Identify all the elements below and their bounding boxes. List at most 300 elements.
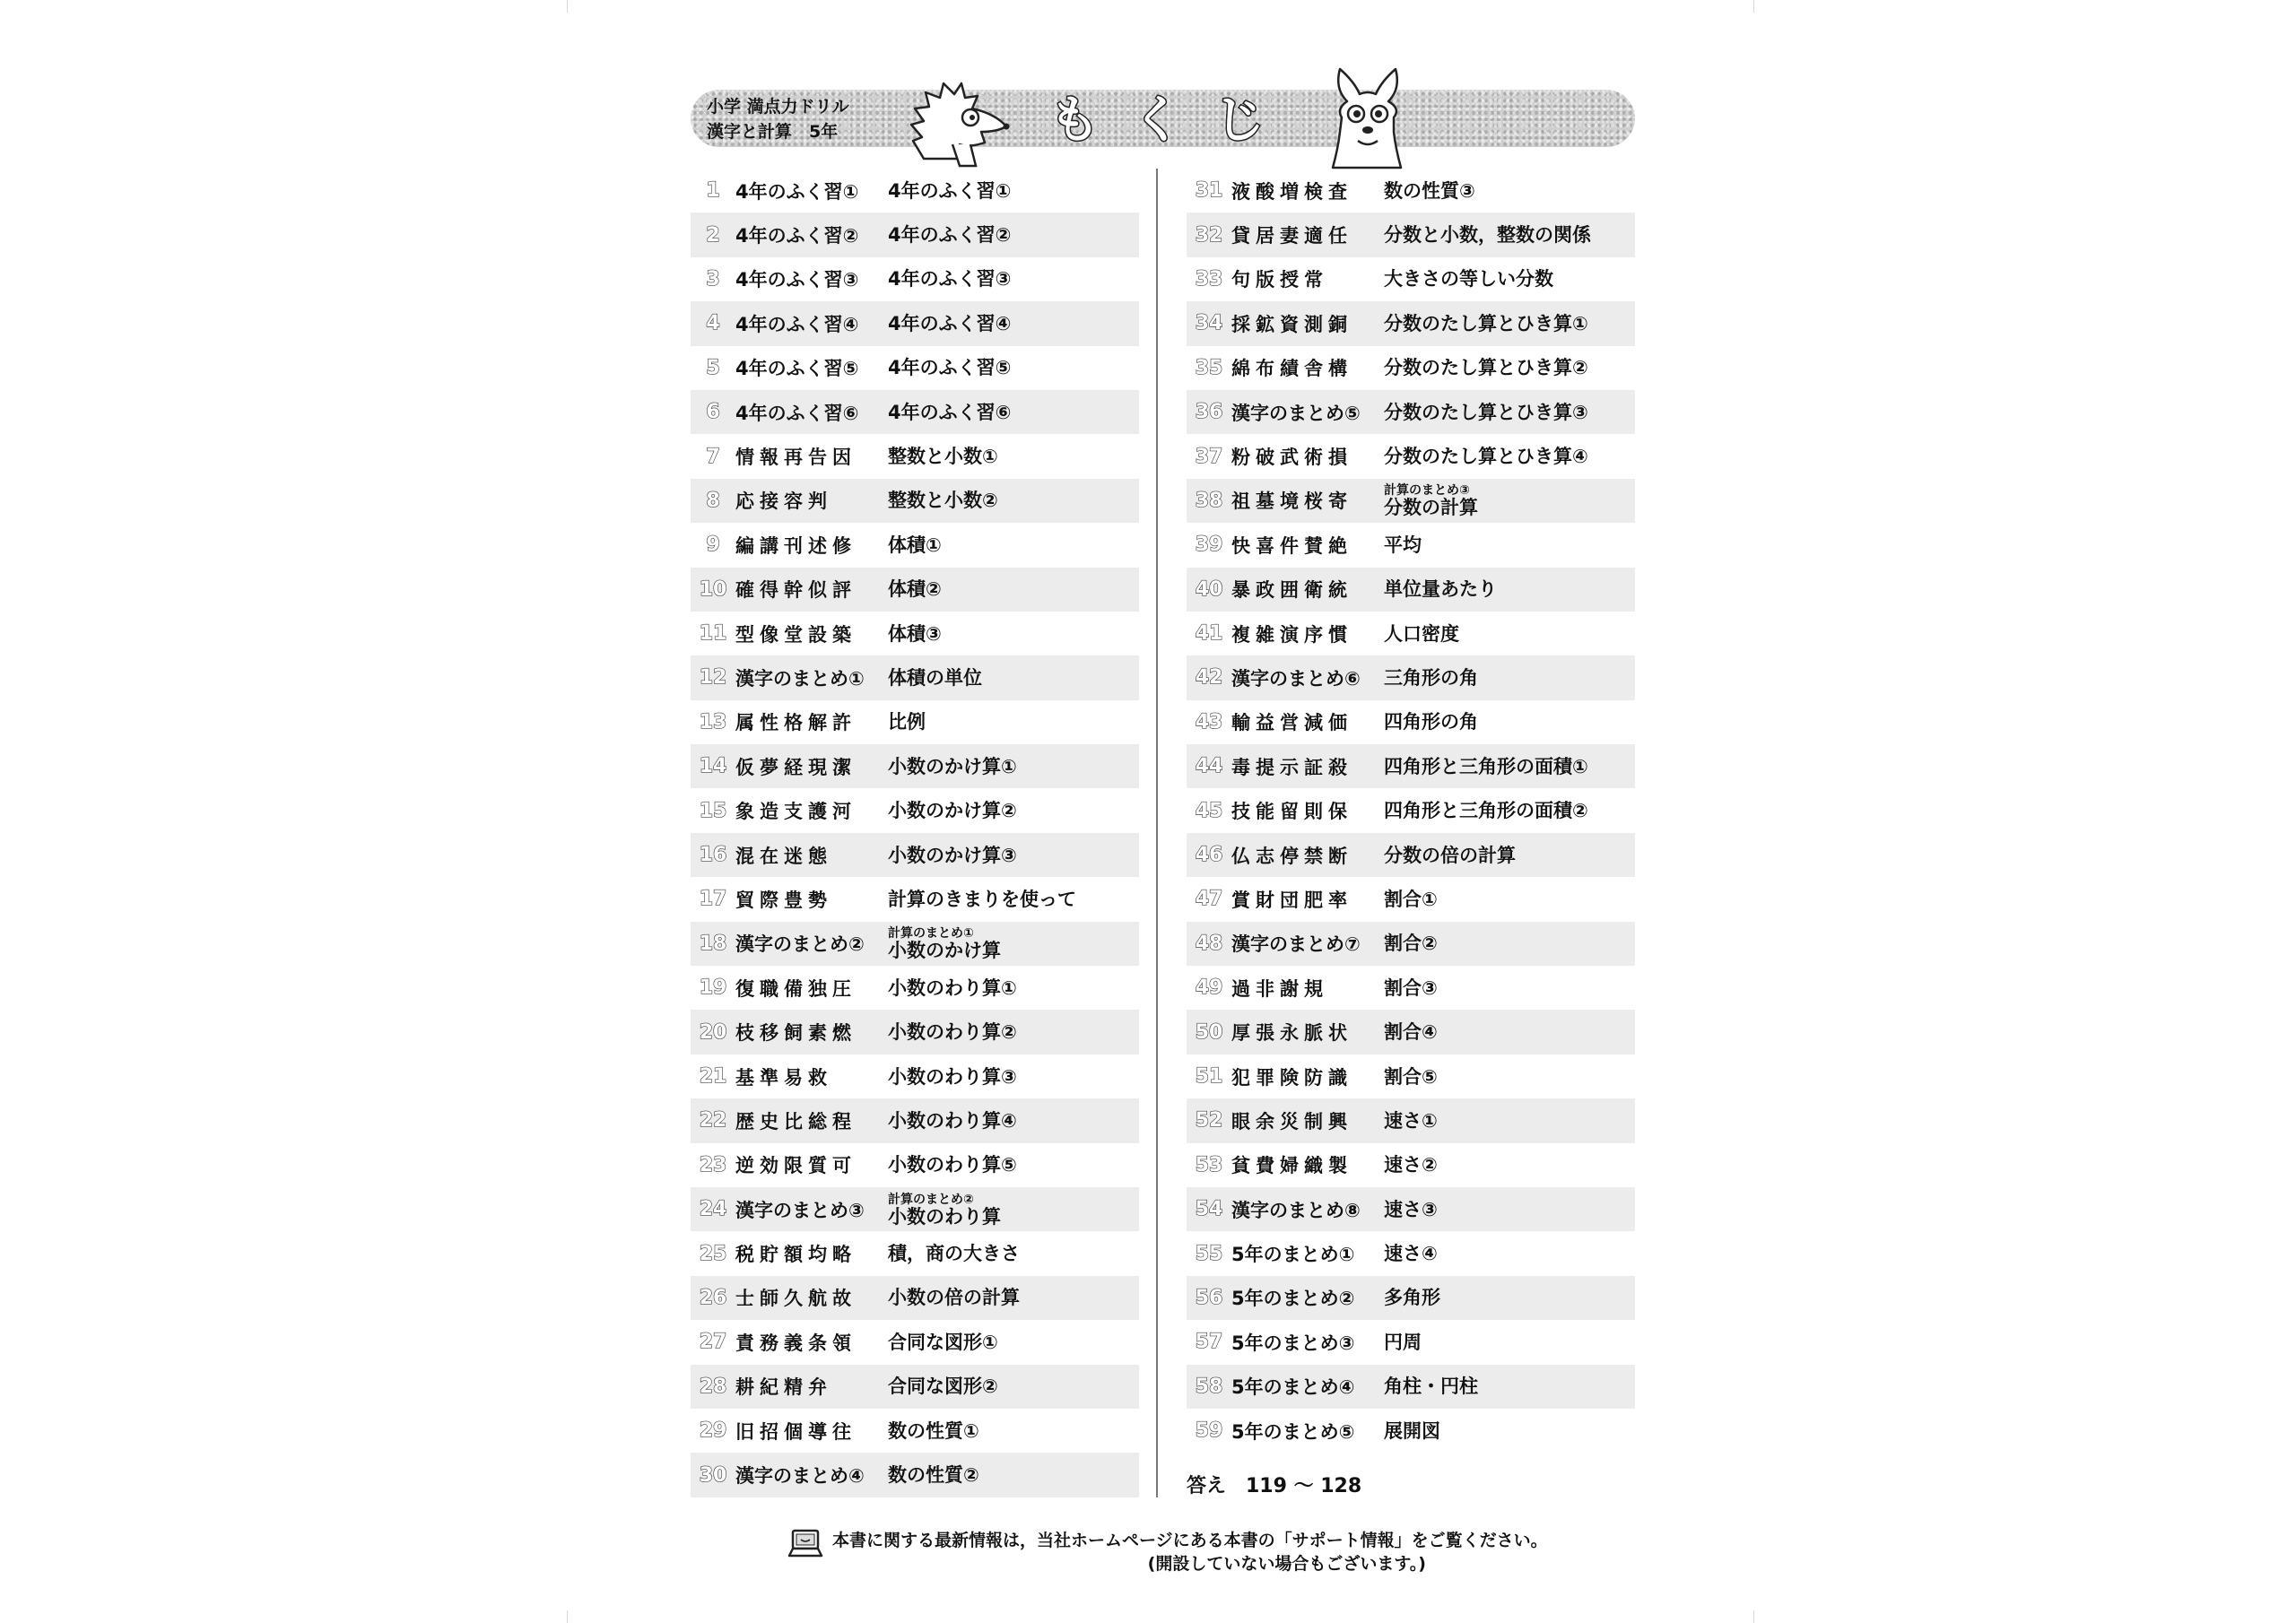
calc-topic-text: 4年のふく習⑤	[888, 357, 1012, 379]
contents-row	[1187, 257, 1635, 301]
lesson-number: 1	[706, 179, 720, 203]
contents-row	[1187, 833, 1635, 877]
calc-summary-label: 計算のまとめ②	[888, 1192, 974, 1207]
calc-topic-text: 分数の計算	[1384, 497, 1478, 519]
contents-row	[1187, 301, 1635, 345]
contents-row	[1187, 1365, 1635, 1409]
lesson-number: 16	[699, 844, 727, 867]
calc-lesson-title	[1384, 1200, 1438, 1219]
lesson-number: 35	[1195, 356, 1223, 379]
calc-lesson-title	[888, 757, 1017, 777]
contents-row	[691, 479, 1139, 523]
calc-summary-label: 計算のまとめ①	[888, 926, 974, 942]
contents-header	[691, 85, 1635, 166]
calc-lesson-title	[888, 490, 998, 510]
calc-lesson-title	[888, 926, 1001, 960]
kanji-lesson-title: 毒提示証殺	[1231, 756, 1352, 778]
calc-topic-text: 体積②	[888, 578, 942, 601]
calc-lesson-title	[1384, 624, 1459, 644]
contents-row	[1187, 922, 1635, 966]
calc-topic-text: 速さ③	[1384, 1198, 1438, 1220]
kanji-lesson-title: 粉破武術損	[1231, 447, 1352, 469]
contents-row	[1187, 877, 1635, 921]
calc-lesson-title	[1384, 757, 1588, 777]
lesson-number: 57	[1195, 1331, 1223, 1354]
kanji-lesson-title: 祖墓境桜寄	[1231, 490, 1352, 513]
calc-lesson-title	[1384, 483, 1478, 517]
lesson-number: 39	[1195, 534, 1223, 557]
calc-lesson-title	[888, 801, 1017, 820]
calc-lesson-title	[1384, 1067, 1438, 1087]
calc-lesson-title	[888, 447, 998, 466]
kanji-lesson-title: 基準易救	[735, 1066, 832, 1089]
crop-mark	[1753, 1610, 1754, 1623]
calc-topic-text: 分数のたし算とひき算①	[1384, 312, 1588, 334]
deer-mascot-icon	[1318, 62, 1417, 169]
kanji-lesson-title: 4年のふく習⑤	[735, 358, 859, 380]
kanji-lesson-title: 型像堂設築	[735, 623, 857, 646]
calc-lesson-title	[1384, 535, 1422, 555]
calc-summary-label: 計算のまとめ③	[1384, 483, 1470, 499]
contents-row	[1187, 1143, 1635, 1187]
kanji-lesson-title: 快喜件賛絶	[1231, 534, 1352, 557]
kanji-lesson-title: 逆効限質可	[735, 1155, 857, 1177]
calc-topic-text: 4年のふく習③	[888, 268, 1012, 291]
calc-topic-text: 4年のふく習④	[888, 312, 1012, 334]
contents-row	[691, 568, 1139, 612]
kanji-lesson-title: 復職備独圧	[735, 977, 857, 1000]
calc-lesson-title	[888, 1022, 1017, 1042]
calc-lesson-title	[888, 579, 942, 599]
contents-row	[1187, 1098, 1635, 1142]
calc-lesson-title	[888, 535, 942, 555]
contents-row	[691, 1409, 1139, 1453]
calc-topic-text: 四角形と三角形の面積①	[1384, 755, 1588, 777]
kanji-lesson-title: 4年のふく習④	[735, 313, 859, 335]
lesson-number: 14	[699, 755, 727, 778]
calc-lesson-title	[1384, 801, 1588, 820]
kanji-lesson-title: 漢字のまとめ⑥	[1231, 667, 1361, 690]
kanji-lesson-title: 象造支護河	[735, 801, 857, 823]
calc-topic-text: 展開図	[1384, 1419, 1440, 1442]
crop-mark	[567, 0, 568, 13]
contents-column-left	[691, 169, 1139, 1497]
contents-row	[1187, 213, 1635, 256]
lesson-number: 10	[699, 577, 727, 601]
lesson-number: 55	[1195, 1242, 1223, 1265]
contents-row	[1187, 346, 1635, 390]
lesson-number: 32	[1195, 223, 1223, 247]
calc-topic-text: 割合②	[1384, 933, 1438, 955]
lesson-number: 20	[699, 1020, 727, 1044]
calc-topic-text: 小数のわり算④	[888, 1109, 1017, 1132]
calc-lesson-title	[1384, 1332, 1422, 1352]
calc-topic-text: 合同な図形①	[888, 1331, 998, 1353]
calc-lesson-title	[1384, 890, 1438, 909]
contents-row	[691, 877, 1139, 921]
computer-icon	[787, 1529, 823, 1558]
kanji-lesson-title: 眼余災制興	[1231, 1110, 1352, 1133]
calc-lesson-title	[1384, 1022, 1438, 1042]
lesson-number: 5	[706, 356, 720, 379]
calc-topic-text: 計算のきまりを使って	[888, 888, 1076, 910]
calc-topic-text: 速さ①	[1384, 1109, 1438, 1132]
calc-lesson-title	[1384, 1111, 1438, 1131]
calc-lesson-title	[888, 890, 1076, 909]
contents-row	[1187, 523, 1635, 567]
calc-topic-text: 数の性質①	[888, 1419, 979, 1442]
lesson-number: 49	[1195, 976, 1223, 1000]
kanji-lesson-title: 句版授常	[1231, 269, 1328, 291]
lesson-number: 3	[706, 267, 720, 291]
calc-lesson-title	[1384, 1155, 1438, 1175]
contents-row	[1187, 169, 1635, 213]
contents-row	[691, 1276, 1139, 1320]
calc-lesson-title	[1384, 1288, 1440, 1307]
kanji-lesson-title: 技能留則保	[1231, 801, 1352, 823]
calc-lesson-title	[888, 403, 1011, 422]
calc-topic-text: 小数のかけ算	[888, 940, 1001, 962]
contents-row	[691, 1143, 1139, 1187]
contents-row	[691, 390, 1139, 434]
calc-topic-text: 4年のふく習⑥	[888, 401, 1012, 423]
kanji-lesson-title: 犯罪険防識	[1231, 1066, 1352, 1089]
kanji-lesson-title: 複雑演序慣	[1231, 623, 1352, 646]
lesson-number: 25	[699, 1242, 727, 1265]
calc-lesson-title	[1384, 846, 1516, 865]
kanji-lesson-title: 4年のふく習①	[735, 180, 859, 203]
table-of-contents-page	[691, 85, 1635, 1592]
kanji-lesson-title: 採鉱資測銅	[1231, 313, 1352, 335]
calc-lesson-title	[1384, 712, 1478, 732]
kanji-lesson-title: 暴政囲衛統	[1231, 579, 1352, 602]
lesson-number: 9	[706, 534, 720, 557]
series-line-2: 漢字と計算 5年	[707, 122, 839, 142]
calc-lesson-title	[888, 1193, 1001, 1227]
calc-topic-text: 整数と小数①	[888, 446, 998, 468]
calc-topic-text: 数の性質③	[1384, 179, 1475, 202]
contents-row	[1187, 1187, 1635, 1231]
calc-topic-text: 単位量あたり	[1384, 578, 1497, 601]
kanji-lesson-title: 編講刊述修	[735, 534, 857, 557]
contents-row	[691, 655, 1139, 699]
kanji-lesson-title: 綿布績舎構	[1231, 358, 1352, 380]
title-char-ku: く	[1132, 91, 1182, 150]
calc-topic-text: 割合③	[1384, 976, 1438, 999]
calc-lesson-title	[888, 1332, 998, 1352]
calc-lesson-title	[888, 1155, 1017, 1175]
calc-topic-text: 割合①	[1384, 888, 1438, 910]
kanji-lesson-title: 責務義条領	[735, 1332, 857, 1354]
lesson-number: 4	[706, 312, 720, 335]
calc-topic-text: 小数のわり算①	[888, 976, 1017, 999]
lesson-number: 36	[1195, 401, 1223, 424]
lesson-number: 52	[1195, 1109, 1223, 1133]
lesson-number: 21	[699, 1065, 727, 1088]
series-title	[707, 94, 849, 144]
lesson-number: 38	[1195, 489, 1223, 512]
calc-lesson-title	[1384, 1244, 1438, 1263]
kanji-lesson-title: 確得幹似評	[735, 579, 857, 602]
lesson-number: 15	[699, 799, 727, 822]
kanji-lesson-title: 4年のふく習③	[735, 269, 859, 291]
lesson-number: 6	[706, 401, 720, 424]
calc-topic-text: 多角形	[1384, 1287, 1440, 1309]
contents-row	[1187, 966, 1635, 1010]
kanji-lesson-title: 属性格解許	[735, 712, 857, 734]
kanji-lesson-title: 枝移飼素燃	[735, 1022, 857, 1045]
calc-topic-text: 分数のたし算とひき算④	[1384, 446, 1588, 468]
contents-row	[691, 1453, 1139, 1497]
contents-row	[691, 700, 1139, 744]
calc-topic-text: 合同な図形②	[888, 1376, 998, 1398]
calc-topic-text: 平均	[1384, 534, 1422, 556]
lesson-number: 19	[699, 976, 727, 1000]
kanji-lesson-title: 漢字のまとめ⑦	[1231, 933, 1361, 956]
calc-topic-text: 分数と小数，整数の関係	[1384, 224, 1591, 247]
kanji-lesson-title: 漢字のまとめ④	[735, 1465, 865, 1488]
lesson-number: 50	[1195, 1020, 1223, 1044]
contents-row	[691, 213, 1139, 256]
contents-row	[1187, 479, 1635, 523]
lesson-number: 58	[1195, 1375, 1223, 1398]
calc-lesson-title	[888, 181, 1011, 201]
calc-topic-text: 整数と小数②	[888, 490, 998, 512]
calc-lesson-title	[1384, 269, 1553, 289]
calc-lesson-title	[888, 668, 982, 688]
contents-row	[691, 169, 1139, 213]
lesson-number: 28	[699, 1375, 727, 1398]
kanji-lesson-title: 液酸増検査	[1231, 180, 1352, 203]
contents-row	[691, 346, 1139, 390]
kanji-lesson-title: 混在迷態	[735, 845, 832, 867]
calc-topic-text: 円周	[1384, 1331, 1422, 1353]
kanji-lesson-title: 5年のまとめ①	[1231, 1244, 1355, 1266]
lesson-number: 29	[699, 1419, 727, 1443]
calc-topic-text: 体積の単位	[888, 666, 982, 689]
contents-row	[1187, 655, 1635, 699]
calc-topic-text: 小数のわり算⑤	[888, 1154, 1017, 1176]
calc-lesson-title	[888, 1111, 1017, 1131]
contents-row	[691, 966, 1139, 1010]
contents-row	[1187, 1010, 1635, 1054]
kanji-lesson-title: 歴史比総程	[735, 1110, 857, 1133]
contents-row	[691, 1098, 1139, 1142]
lesson-number: 34	[1195, 312, 1223, 335]
kanji-lesson-title: 耕紀精弁	[735, 1376, 832, 1399]
title-char-mo: も	[1049, 91, 1100, 150]
kanji-lesson-title: 士師久航故	[735, 1288, 857, 1310]
calc-topic-text: 人口密度	[1384, 622, 1459, 645]
answers-pages: 答え 119 ～ 128	[1187, 1475, 1362, 1497]
calc-topic-text: 小数のわり算②	[888, 1021, 1017, 1044]
lesson-number: 11	[699, 622, 727, 646]
page-title	[1049, 92, 1265, 150]
contents-row	[691, 788, 1139, 832]
lesson-number: 48	[1195, 932, 1223, 955]
calc-lesson-title	[888, 846, 1017, 865]
lesson-number: 45	[1195, 799, 1223, 822]
kanji-lesson-title: 5年のまとめ④	[1231, 1376, 1355, 1399]
calc-topic-text: 速さ②	[1384, 1154, 1438, 1176]
calc-lesson-title	[888, 358, 1011, 378]
calc-topic-text: 四角形と三角形の面積②	[1384, 800, 1588, 822]
contents-row	[1187, 1055, 1635, 1098]
lesson-number: 7	[706, 445, 720, 468]
calc-topic-text: 大きさの等しい分数	[1384, 268, 1553, 291]
calc-lesson-title	[888, 1244, 1020, 1263]
kanji-lesson-title: 漢字のまとめ⑧	[1231, 1199, 1361, 1221]
calc-lesson-title	[1384, 1376, 1478, 1396]
calc-topic-text: 体積③	[888, 622, 942, 645]
kanji-lesson-title: 貧費婦織製	[1231, 1155, 1352, 1177]
calc-lesson-title	[888, 1465, 979, 1485]
kanji-lesson-title: 5年のまとめ②	[1231, 1288, 1355, 1310]
lesson-number: 23	[699, 1153, 727, 1176]
calc-topic-text: 割合⑤	[1384, 1065, 1438, 1088]
lesson-number: 44	[1195, 755, 1223, 778]
calc-lesson-title	[1384, 1421, 1440, 1441]
calc-topic-text: 比例	[888, 711, 926, 733]
calc-lesson-title	[888, 1421, 979, 1441]
contents-row	[1187, 788, 1635, 832]
lesson-number: 31	[1195, 179, 1223, 203]
title-char-ji: じ	[1214, 91, 1265, 150]
lesson-number: 43	[1195, 710, 1223, 733]
calc-lesson-title	[1384, 579, 1497, 599]
lesson-number: 8	[706, 489, 720, 512]
lesson-number: 2	[706, 223, 720, 247]
kanji-lesson-title: 旧招個導往	[735, 1420, 857, 1443]
lesson-number: 46	[1195, 844, 1223, 867]
contents-row	[1187, 1320, 1635, 1364]
contents-row	[1187, 1231, 1635, 1275]
lesson-number: 53	[1195, 1153, 1223, 1176]
contents-row	[691, 301, 1139, 345]
calc-topic-text: 分数のたし算とひき算③	[1384, 401, 1588, 423]
calc-topic-text: 小数の倍の計算	[888, 1287, 1020, 1309]
kanji-lesson-title: 4年のふく習②	[735, 225, 859, 247]
lesson-number: 37	[1195, 445, 1223, 468]
contents-row	[691, 612, 1139, 655]
contents-row	[691, 1365, 1139, 1409]
contents-row	[691, 922, 1139, 966]
kanji-lesson-title: 貸居妻適任	[1231, 225, 1352, 247]
calc-lesson-title	[1384, 447, 1588, 466]
kanji-lesson-title: 輸益営減価	[1231, 712, 1352, 734]
kanji-lesson-title: 5年のまとめ③	[1231, 1332, 1355, 1354]
column-divider	[1156, 169, 1158, 1497]
contents-row	[1187, 1409, 1635, 1453]
calc-topic-text: 数の性質②	[888, 1464, 979, 1487]
contents-row	[1187, 568, 1635, 612]
lesson-number: 22	[699, 1109, 727, 1133]
contents-row	[691, 1010, 1139, 1054]
calc-topic-text: 体積①	[888, 534, 942, 556]
calc-lesson-title	[888, 314, 1011, 334]
contents-row	[1187, 1276, 1635, 1320]
lesson-number: 54	[1195, 1198, 1223, 1221]
lesson-number: 30	[699, 1463, 727, 1487]
calc-topic-text: 小数のかけ算②	[888, 800, 1017, 822]
calc-topic-text: 割合④	[1384, 1021, 1438, 1044]
calc-topic-text: 分数のたし算とひき算②	[1384, 357, 1588, 379]
contents-row	[691, 1055, 1139, 1098]
calc-lesson-title	[888, 712, 926, 732]
crop-mark	[567, 1610, 568, 1623]
calc-lesson-title	[1384, 978, 1438, 998]
calc-lesson-title	[888, 225, 1011, 245]
contents-row	[1187, 612, 1635, 655]
kanji-lesson-title: 賞財団肥率	[1231, 889, 1352, 911]
calc-lesson-title	[888, 1288, 1020, 1307]
kanji-lesson-title: 漢字のまとめ②	[735, 933, 865, 956]
kanji-lesson-title: 厚張永脈状	[1231, 1022, 1352, 1045]
lesson-number: 27	[699, 1331, 727, 1354]
kanji-lesson-title: 漢字のまとめ⑤	[1231, 402, 1361, 424]
calc-lesson-title	[888, 1067, 1017, 1087]
contents-row	[1187, 700, 1635, 744]
contents-row	[691, 1231, 1139, 1275]
calc-topic-text: 角柱・円柱	[1384, 1376, 1478, 1398]
lesson-number: 24	[699, 1198, 727, 1221]
lesson-number: 17	[699, 888, 727, 911]
contents-row	[691, 1187, 1139, 1231]
lesson-number: 12	[699, 666, 727, 690]
kanji-lesson-title: 4年のふく習⑥	[735, 402, 859, 424]
calc-lesson-title	[1384, 358, 1588, 378]
kanji-lesson-title: 税貯額均略	[735, 1244, 857, 1266]
kanji-lesson-title: 5年のまとめ⑤	[1231, 1420, 1355, 1443]
calc-topic-text: 積，商の大きさ	[888, 1243, 1020, 1265]
contents-row	[691, 257, 1139, 301]
calc-lesson-title	[888, 269, 1011, 289]
footer-line-1: 本書に関する最新情報は，当社ホームページにある本書の「サポート情報」をご覧ください。	[832, 1531, 1548, 1550]
calc-lesson-title	[888, 978, 1017, 998]
lesson-number: 56	[1195, 1286, 1223, 1309]
wolf-mascot-icon	[906, 78, 1013, 168]
calc-lesson-title	[1384, 181, 1475, 201]
crop-mark	[1753, 0, 1754, 13]
kanji-lesson-title: 漢字のまとめ③	[735, 1199, 865, 1221]
lesson-number: 26	[699, 1286, 727, 1309]
lesson-number: 33	[1195, 267, 1223, 291]
calc-topic-text: 三角形の角	[1384, 666, 1478, 689]
kanji-lesson-title: 貿際豊勢	[735, 889, 832, 911]
footer-line-2: (開設していない場合もございます。)	[1147, 1554, 1426, 1574]
calc-topic-text: 4年のふく習①	[888, 179, 1012, 202]
lesson-number: 18	[699, 932, 727, 955]
series-line-1: 小学 満点力ドリル	[707, 97, 849, 117]
calc-lesson-title	[888, 624, 942, 644]
lesson-number: 42	[1195, 666, 1223, 690]
lesson-number: 59	[1195, 1419, 1223, 1443]
calc-topic-text: 四角形の角	[1384, 711, 1478, 733]
lesson-number: 41	[1195, 622, 1223, 646]
contents-row	[1187, 390, 1635, 434]
calc-lesson-title	[1384, 225, 1591, 245]
contents-row	[691, 1320, 1139, 1364]
lesson-number: 40	[1195, 577, 1223, 601]
calc-lesson-title	[1384, 933, 1438, 953]
calc-lesson-title	[1384, 668, 1478, 688]
contents-column-right	[1187, 169, 1635, 1453]
calc-topic-text: 4年のふく習②	[888, 224, 1012, 247]
lesson-number: 13	[699, 710, 727, 733]
contents-row	[691, 434, 1139, 478]
calc-lesson-title	[1384, 314, 1588, 334]
contents-row	[1187, 434, 1635, 478]
